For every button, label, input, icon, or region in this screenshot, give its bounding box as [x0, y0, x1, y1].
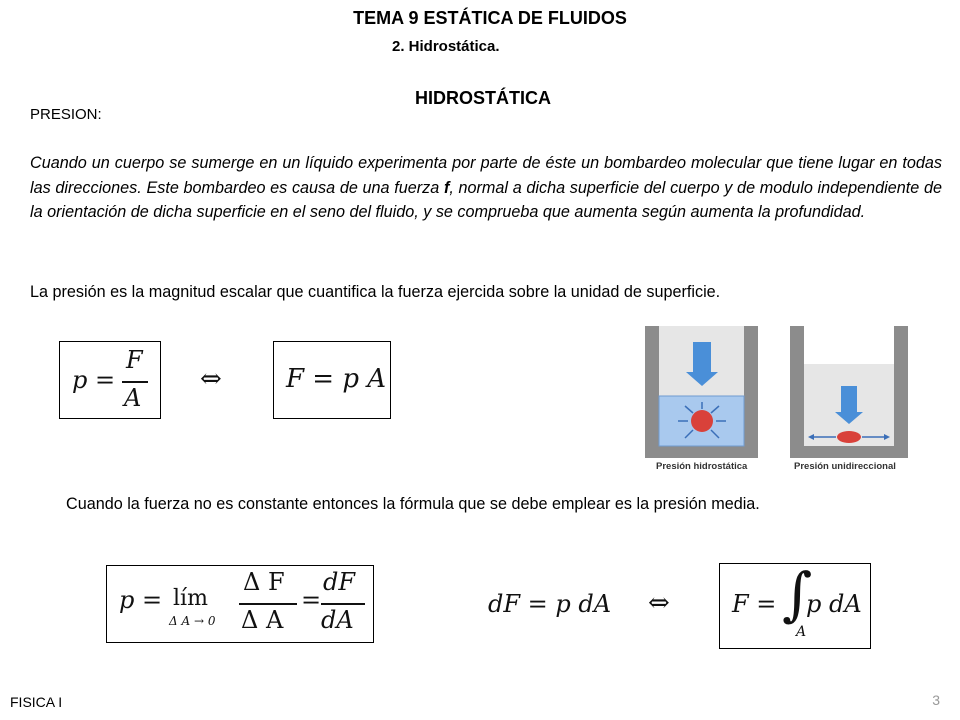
equivalence-icon: ⇔	[200, 364, 222, 394]
fraction-bar	[321, 603, 365, 605]
formula-pressure-box	[59, 341, 161, 419]
formula-integral-box	[719, 560, 871, 649]
fraction-numerator: Δ F	[243, 568, 285, 596]
mean-pressure-text: Cuando la fuerza no es constante entonces la fórmula que se debe emplear es la presión media.	[66, 495, 760, 513]
hydrostatic-container	[645, 326, 758, 458]
limit-word: lím	[173, 586, 208, 611]
paragraph-text-a: Cuando un cuerpo se sumerge en un líquido experimenta por parte de éste un bombardeo molecular que tiene lugar en todas las direcciones. Este bombardeo es causa de una fuerza	[30, 154, 942, 197]
formula-limit-box	[106, 565, 374, 643]
fraction-denominator: A	[124, 384, 142, 412]
formula-force: F = p A	[286, 364, 387, 394]
fraction-denominator: dA	[321, 606, 354, 634]
integral-icon: ∫	[782, 560, 813, 628]
intro-paragraph	[30, 151, 942, 225]
definition-text: La presión es la magnitud escalar que cuantifica la fuerza ejercida sobre la unidad de superficie.	[30, 283, 721, 301]
equivalence-icon: ⇔	[648, 588, 670, 618]
integral-lhs: F =	[732, 590, 777, 618]
fraction-denominator: Δ A	[241, 606, 284, 634]
limit-subscript: Δ A → 0	[169, 614, 216, 628]
section-heading: HIDROSTÁTICA	[415, 88, 551, 108]
pressure-illustration	[640, 322, 912, 470]
caption-unidirectional: Presión unidireccional	[794, 461, 896, 470]
unidirectional-container	[790, 326, 908, 458]
limit-lhs: p =	[119, 586, 163, 614]
formula-force-box	[273, 341, 391, 419]
page-number: 3	[932, 692, 940, 708]
fraction-bar	[239, 603, 297, 605]
fraction-numerator: F	[126, 346, 143, 374]
course-label: FISICA I	[10, 694, 63, 710]
caption-hydrostatic: Presión hidrostática	[656, 461, 748, 470]
paragraph-text-b: , normal a dicha superficie del cuerpo y de modulo independiente de la orientación de dicha superficie en el seno del fluido, y se comprueba que aumenta según aumenta la profundidad.	[30, 178, 942, 221]
fraction-numerator: dF	[323, 568, 356, 596]
formula-differential: dF = p dA	[488, 590, 612, 618]
force-symbol: f	[443, 178, 450, 197]
integral-subscript: A	[796, 624, 807, 640]
fraction-bar	[122, 381, 148, 383]
formula-lhs: p =	[72, 366, 116, 394]
section-label: PRESION:	[30, 106, 102, 123]
page-title: TEMA 9 ESTÁTICA DE FLUIDOS	[353, 8, 627, 28]
equals-sign: =	[301, 586, 322, 614]
page-subtitle: 2. Hidrostática.	[392, 38, 500, 55]
integral-rhs: p dA	[806, 590, 862, 618]
